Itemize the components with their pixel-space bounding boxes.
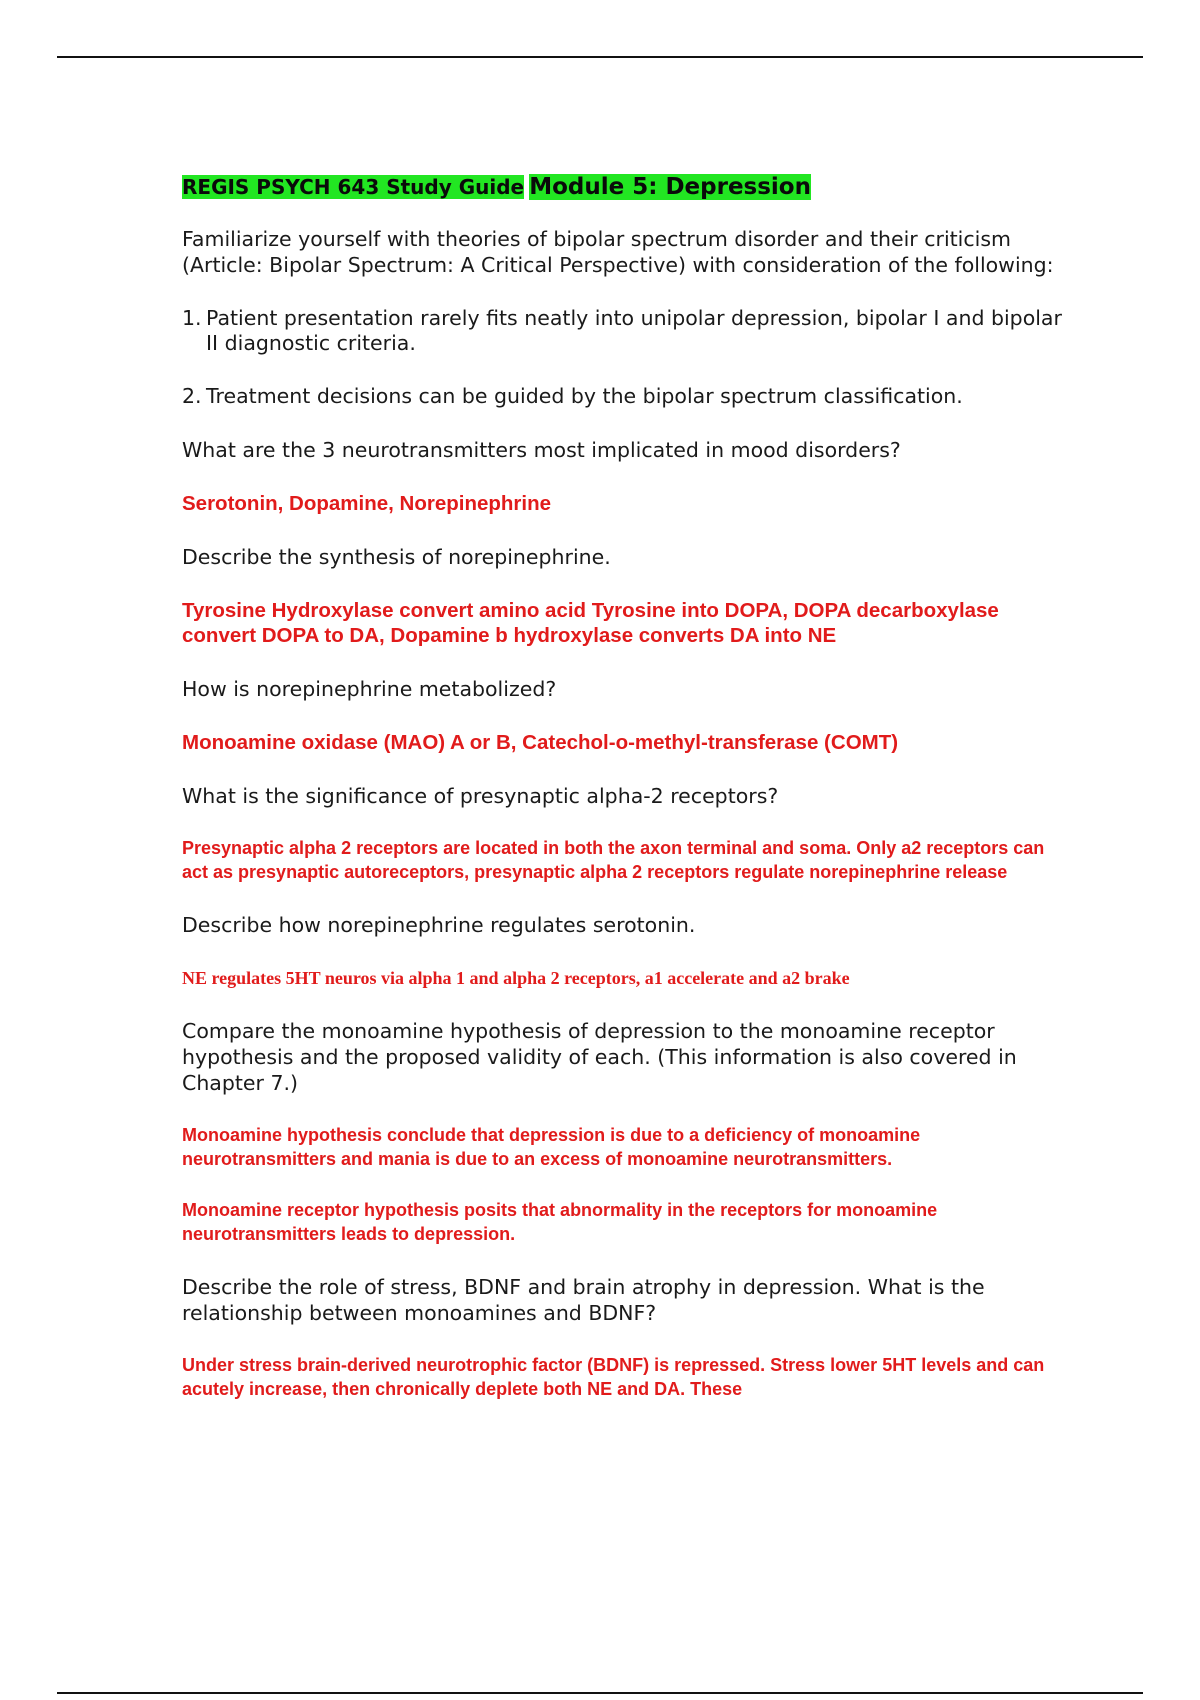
question-stress-bdnf: Describe the role of stress, BDNF and brain atrophy in depression. What is the relationship between monoamines and BDNF?: [182, 1275, 985, 1325]
intro-paragraph: Familiarize yourself with theories of bipolar spectrum disorder and their criticism (Article: Bipolar Spectrum: A Critical Perspective) with consideration of the following:: [182, 227, 1054, 277]
answer-metabolism: Monoamine oxidase (MAO) A or B, Catechol-o-methyl-transferase (COMT): [182, 731, 899, 754]
list-text: Treatment decisions can be guided by the bipolar spectrum classification.: [206, 384, 963, 408]
list-item: [182, 384, 1062, 409]
question-metabolism: How is norepinephrine metabolized?: [182, 677, 557, 701]
answer-synthesis: Tyrosine Hydroxylase convert amino acid Tyrosine into DOPA, DOPA decarboxylase convert DOPA to DA, Dopamine b hydroxylase converts DA into NE: [182, 599, 999, 647]
question-monoamine-hypothesis: Compare the monoamine hypothesis of depression to the monoamine receptor hypothesis and the proposed validity of each. (This information is also covered in Chapter 7.): [182, 1019, 1017, 1095]
list-number: 2.: [182, 384, 202, 408]
document-title: [182, 172, 1062, 204]
list-text: Patient presentation rarely fits neatly into unipolar depression, bipolar I and bipolar II diagnostic criteria.: [206, 306, 1062, 355]
course-title: REGIS PSYCH 643 Study Guide: [182, 175, 525, 199]
list-item: [182, 306, 1062, 356]
answer-monoamine-hypothesis: Monoamine hypothesis conclude that depression is due to a deficiency of monoamine neurotransmitters and mania is due to an excess of monoamine neurotransmitters.: [182, 1125, 921, 1169]
question-ne-serotonin: Describe how norepinephrine regulates serotonin.: [182, 913, 696, 937]
question-alpha2: What is the significance of presynaptic alpha-2 receptors?: [182, 784, 779, 808]
answer-stress-bdnf: Under stress brain-derived neurotrophic factor (BDNF) is repressed. Stress lower 5HT levels and can acutely increase, then chronically deplete both NE and DA. These: [182, 1355, 1045, 1399]
top-rule: [57, 56, 1143, 58]
answer-receptor-hypothesis: Monoamine receptor hypothesis posits that abnormality in the receptors for monoamine neurotransmitters leads to depression.: [182, 1200, 938, 1244]
question-neurotransmitters: What are the 3 neurotransmitters most implicated in mood disorders?: [182, 438, 901, 462]
answer-alpha2: Presynaptic alpha 2 receptors are located in both the axon terminal and soma. Only a2 receptors can act as presynaptic autoreceptors, presynaptic alpha 2 receptors regulate norepinephrine release: [182, 838, 1045, 882]
answer-neurotransmitters: Serotonin, Dopamine, Norepinephrine: [182, 492, 552, 515]
list-number: 1.: [182, 306, 202, 330]
document-body: [182, 172, 1062, 1429]
answer-ne-serotonin: NE regulates 5HT neuros via alpha 1 and alpha 2 receptors, a1 accelerate and a2 brake: [182, 968, 850, 988]
question-synthesis: Describe the synthesis of norepinephrine.: [182, 545, 611, 569]
bottom-rule: [57, 1692, 1143, 1694]
module-title: Module 5: Depression: [529, 174, 811, 200]
